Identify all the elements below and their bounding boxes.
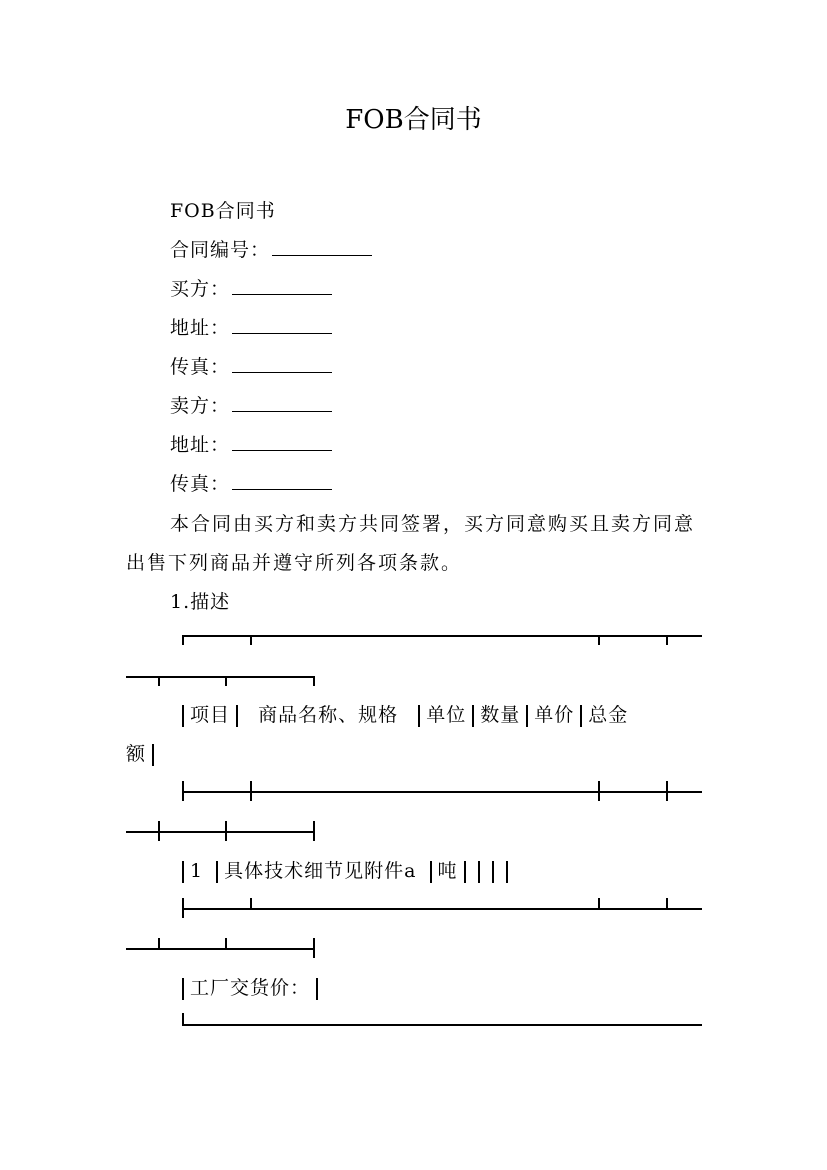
form-line: [170, 235, 372, 265]
header-item: 项目: [190, 704, 231, 726]
form-label: 卖方：: [170, 395, 231, 417]
table-tick: [250, 781, 252, 801]
header-price: 单价: [534, 704, 575, 726]
row1-name: 具体技术细节见附件a: [224, 860, 417, 882]
table-separator: [182, 791, 702, 793]
form-line: [170, 469, 332, 499]
agreement-paragraph: 本合同由买方和卖方共同签署，买方同意购买且卖方同意出售下列商品并遵守所列各项条款。: [126, 513, 696, 574]
fill-in-blank: [232, 313, 332, 334]
form-line: [170, 430, 332, 460]
table-tick: [313, 938, 315, 958]
table-header-row: [176, 700, 628, 730]
form-line: [170, 391, 332, 421]
table-tick: [225, 938, 227, 948]
row1-item: 1: [190, 860, 204, 882]
header-qty: 数量: [480, 704, 521, 726]
table-tick: [158, 676, 160, 686]
table-tick: [666, 898, 668, 908]
table-header-row-cont: [126, 739, 160, 769]
fill-in-blank: [232, 469, 332, 490]
table-footer-row: [176, 973, 324, 1003]
table-tick: [313, 676, 315, 686]
form-line: [170, 274, 332, 304]
form-line: [170, 196, 276, 226]
fill-in-blank: [232, 274, 332, 295]
table-border-bottom: [182, 1024, 702, 1026]
table-tick: [250, 635, 252, 645]
table-tick: [598, 898, 600, 908]
footer-label: 工厂交货价：: [190, 977, 311, 999]
form-label: 传真：: [170, 356, 231, 378]
table-border-top-cont: [126, 676, 314, 678]
table-row: [176, 856, 514, 886]
header-total: 总金: [588, 704, 629, 726]
form-label: 传真：: [170, 473, 231, 495]
table-tick: [666, 781, 668, 801]
table-border-top: [182, 635, 702, 637]
form-label: 地址：: [170, 434, 231, 456]
form-line: [170, 313, 332, 343]
table-tick: [158, 821, 160, 841]
row1-unit: 吨: [437, 860, 458, 882]
table-tick: [225, 821, 227, 841]
header-total-cont: 额: [126, 743, 147, 765]
fill-in-blank: [232, 391, 332, 412]
section-heading: 1.描述: [170, 591, 231, 613]
table-tick: [182, 898, 184, 918]
document-title: FOB合同书: [345, 105, 482, 135]
form-label: 买方：: [170, 278, 231, 300]
table-tick: [225, 676, 227, 686]
table-tick: [182, 781, 184, 801]
form-label: 地址：: [170, 317, 231, 339]
table-tick: [313, 821, 315, 841]
table-separator-cont: [126, 831, 314, 833]
fill-in-blank: [232, 430, 332, 451]
fill-in-blank: [232, 352, 332, 373]
header-unit: 单位: [426, 704, 467, 726]
table-separator-cont: [126, 948, 314, 950]
header-name: 商品名称、规格: [258, 704, 399, 726]
form-label: 合同编号：: [170, 239, 271, 261]
table-tick: [598, 781, 600, 801]
table-tick: [250, 898, 252, 908]
table-separator: [182, 908, 702, 910]
form-line: [170, 352, 332, 382]
table-tick: [666, 635, 668, 645]
fill-in-blank: [272, 235, 372, 256]
table-tick: [182, 635, 184, 645]
table-tick: [158, 938, 160, 948]
form-label: FOB合同书: [170, 200, 276, 222]
table-tick: [598, 635, 600, 645]
